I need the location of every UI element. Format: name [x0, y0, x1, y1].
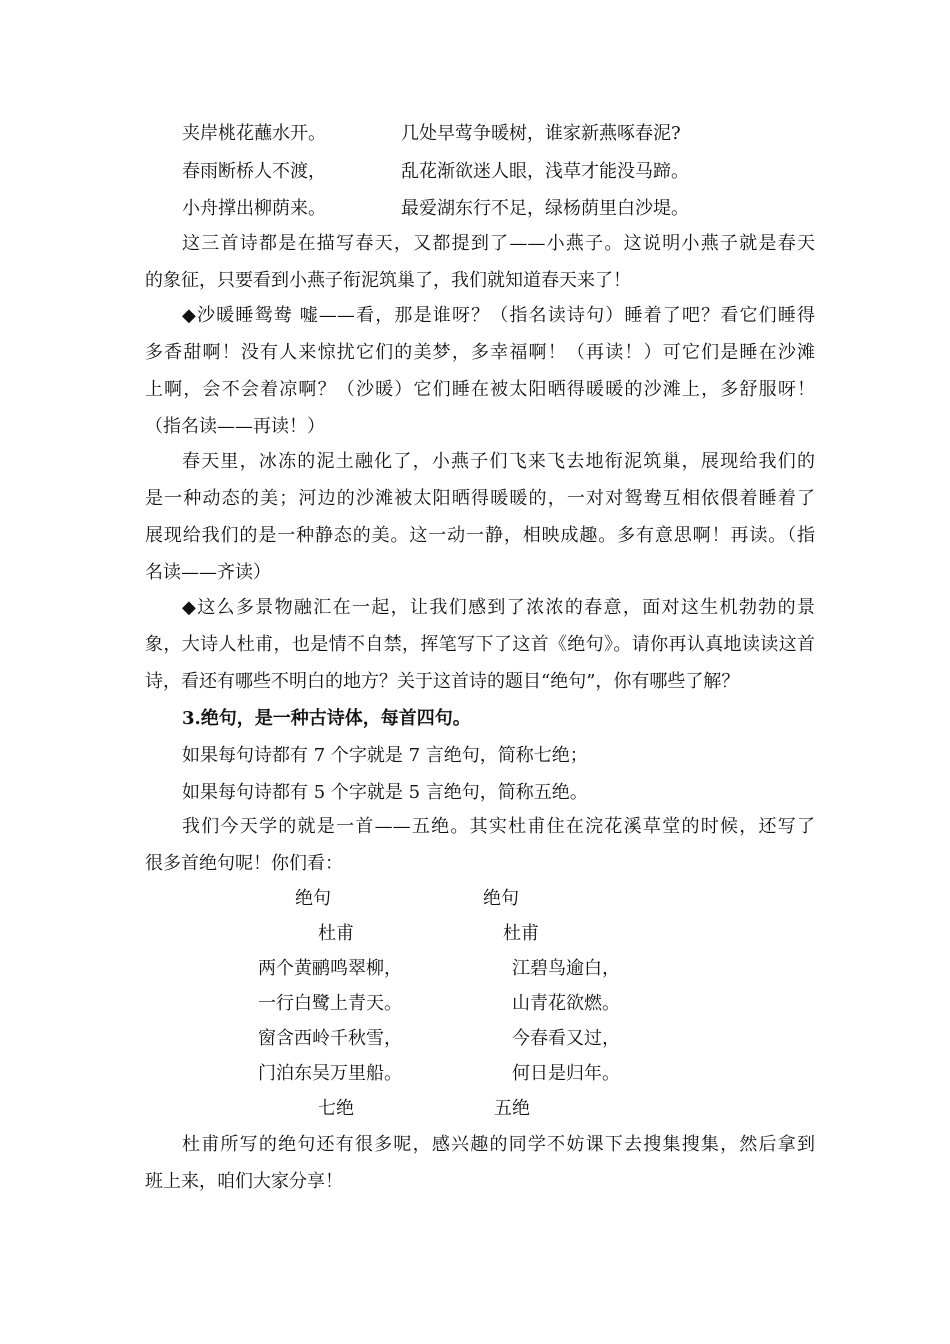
- poem-form-label: 五绝: [494, 1098, 530, 1119]
- poem-line: 夹岸桃花蘸水开。: [182, 123, 326, 144]
- poem-line: 一行白鹭上青天。: [258, 993, 402, 1014]
- paragraph-line: 多香甜啊！没有人来惊扰它们的美梦，多幸福啊！（再读！）可它们是睡在沙滩: [145, 342, 815, 363]
- definition-line: 如果每句诗都有 7 个字就是 7 言绝句，简称七绝；: [182, 745, 588, 766]
- poem-form-label: 七绝: [318, 1098, 354, 1119]
- paragraph-line: 展现给我们的是一种静态的美。这一动一静，相映成趣。多有意思啊！再读。（指: [145, 525, 815, 546]
- paragraph-line: 春天里，冰冻的泥土融化了，小燕子们飞来飞去地衔泥筑巢，展现给我们的: [182, 451, 815, 472]
- paragraph-line: 这三首诗都是在描写春天，又都提到了——小燕子。这说明小燕子就是春天: [182, 233, 815, 254]
- paragraph-line: 的象征，只要看到小燕子衔泥筑巢了，我们就知道春天来了！: [145, 270, 631, 291]
- poem-line: 最爱湖东行不足，绿杨荫里白沙堤。: [401, 198, 689, 219]
- paragraph-line: ◆沙暖睡鸳鸯 嘘——看，那是谁呀？（指名读诗句）睡着了吧？看它们睡得: [182, 305, 815, 326]
- paragraph-line: 名读——齐读）: [145, 562, 271, 583]
- paragraph-line: ◆这么多景物融汇在一起，让我们感到了浓浓的春意，面对这生机勃勃的景: [182, 597, 815, 618]
- poem-line: 乱花渐欲迷人眼，浅草才能没马蹄。: [401, 161, 689, 182]
- paragraph-line: （指名读——再读！）: [145, 416, 325, 437]
- poem-line: 门泊东吴万里船。: [258, 1063, 402, 1084]
- poem-line: 山青花欲燃。: [512, 993, 620, 1014]
- poem-line: 今春看又过，: [512, 1028, 620, 1049]
- definition-line: 如果每句诗都有 5 个字就是 5 言绝句，简称五绝。: [182, 782, 588, 803]
- poem-line: 春雨断桥人不渡，: [182, 161, 326, 182]
- poem-line: 何日是归年。: [512, 1063, 620, 1084]
- paragraph-line: 我们今天学的就是一首——五绝。其实杜甫住在浣花溪草堂的时候，还写了: [182, 816, 815, 837]
- poem-line: 小舟撑出柳荫来。: [182, 198, 326, 219]
- poem-author: 杜甫: [503, 923, 539, 944]
- poem-title: 绝句: [483, 888, 519, 909]
- paragraph-line: 班上来，咱们大家分享！: [145, 1171, 343, 1192]
- paragraph-line: 象，大诗人杜甫，也是情不自禁，挥笔写下了这首《绝句》。请你再认真地读读这首: [145, 634, 815, 655]
- section-heading: 3.绝句，是一种古诗体，每首四句。: [182, 708, 471, 729]
- poem-line: 几处早莺争暖树，谁家新燕啄春泥?: [401, 123, 681, 144]
- poem-author: 杜甫: [318, 923, 354, 944]
- paragraph-line: 诗，看还有哪些不明白的地方？关于这首诗的题目“绝句”，你有哪些了解？: [145, 671, 740, 692]
- poem-title: 绝句: [295, 888, 331, 909]
- poem-line: 两个黄鹂鸣翠柳，: [258, 958, 402, 979]
- paragraph-line: 很多首绝句呢！你们看：: [145, 853, 343, 874]
- poem-line: 窗含西岭千秋雪，: [258, 1028, 402, 1049]
- poem-line: 江碧鸟逾白，: [512, 958, 620, 979]
- paragraph-line: 上啊，会不会着凉啊？（沙暖）它们睡在被太阳晒得暖暖的沙滩上，多舒服呀！: [145, 379, 815, 400]
- paragraph-line: 是一种动态的美；河边的沙滩被太阳晒得暖暖的，一对对鸳鸯互相依偎着睡着了: [145, 488, 815, 509]
- paragraph-line: 杜甫所写的绝句还有很多呢，感兴趣的同学不妨课下去搜集搜集，然后拿到: [182, 1134, 815, 1155]
